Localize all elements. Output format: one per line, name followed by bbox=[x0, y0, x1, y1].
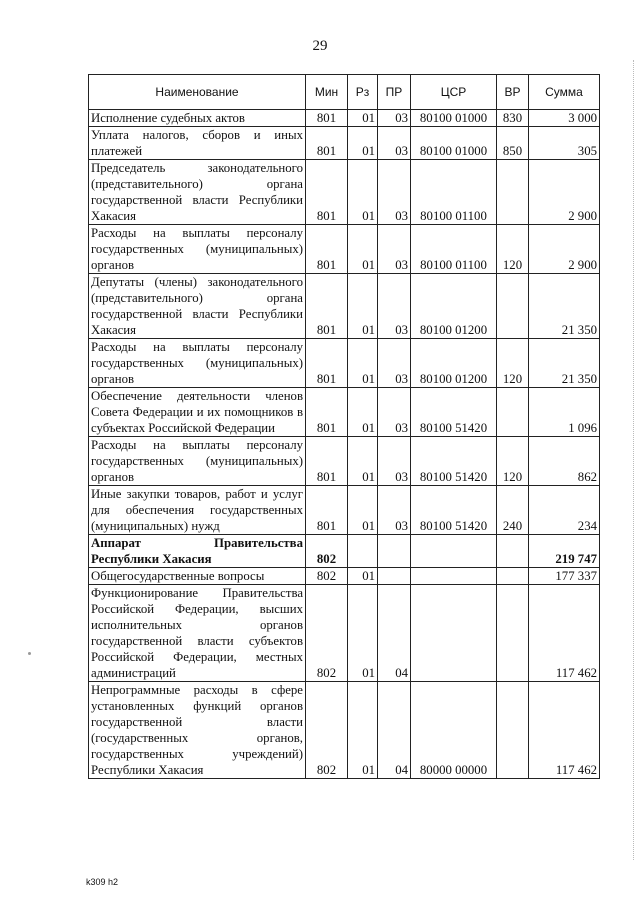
cell-rz: 01 bbox=[348, 160, 378, 225]
cell-csr: 80100 01100 bbox=[411, 160, 497, 225]
cell-vr bbox=[497, 568, 529, 585]
cell-pr bbox=[378, 535, 411, 568]
cell-sum: 3 000 bbox=[529, 110, 600, 127]
cell-pr: 03 bbox=[378, 486, 411, 535]
cell-pr bbox=[378, 568, 411, 585]
cell-vr: 120 bbox=[497, 339, 529, 388]
cell-vr: 120 bbox=[497, 225, 529, 274]
header-min: Мин bbox=[306, 75, 348, 110]
cell-sum: 305 bbox=[529, 127, 600, 160]
cell-vr bbox=[497, 388, 529, 437]
table-row bbox=[89, 225, 600, 274]
cell-rz: 01 bbox=[348, 568, 378, 585]
cell-rz: 01 bbox=[348, 339, 378, 388]
cell-rz: 01 bbox=[348, 486, 378, 535]
table-header-row bbox=[89, 75, 600, 110]
cell-sum: 219 747 bbox=[529, 535, 600, 568]
cell-csr: 80100 01200 bbox=[411, 339, 497, 388]
cell-vr bbox=[497, 160, 529, 225]
header-name: Наименование bbox=[89, 75, 306, 110]
table-row bbox=[89, 127, 600, 160]
cell-csr: 80100 51420 bbox=[411, 486, 497, 535]
cell-rz: 01 bbox=[348, 274, 378, 339]
cell-pr: 03 bbox=[378, 110, 411, 127]
cell-pr: 03 bbox=[378, 437, 411, 486]
cell-csr bbox=[411, 585, 497, 682]
cell-min: 802 bbox=[306, 585, 348, 682]
budget-table bbox=[88, 74, 600, 779]
cell-csr: 80100 01200 bbox=[411, 274, 497, 339]
cell-min: 801 bbox=[306, 437, 348, 486]
cell-csr: 80100 01100 bbox=[411, 225, 497, 274]
table-row bbox=[89, 682, 600, 779]
cell-pr: 03 bbox=[378, 160, 411, 225]
cell-sum: 862 bbox=[529, 437, 600, 486]
cell-min: 801 bbox=[306, 486, 348, 535]
cell-vr bbox=[497, 682, 529, 779]
cell-sum: 234 bbox=[529, 486, 600, 535]
cell-rz bbox=[348, 535, 378, 568]
cell-name: Общегосударственные вопросы bbox=[89, 568, 306, 585]
cell-sum: 2 900 bbox=[529, 160, 600, 225]
table-row bbox=[89, 585, 600, 682]
cell-sum: 21 350 bbox=[529, 274, 600, 339]
cell-csr: 80100 01000 bbox=[411, 127, 497, 160]
cell-name: Расходы на выплаты персоналу государственных (муниципальных) органов bbox=[89, 225, 306, 274]
cell-name: Непрограммные расходы в сфере установленных функций органов государственной власти (государственных органов, государственных учреждений) Республики Хакасия bbox=[89, 682, 306, 779]
cell-rz: 01 bbox=[348, 225, 378, 274]
cell-min: 801 bbox=[306, 225, 348, 274]
cell-vr: 240 bbox=[497, 486, 529, 535]
cell-name: Обеспечение деятельности членов Совета Федерации и их помощников в субъектах Российской Федерации bbox=[89, 388, 306, 437]
cell-csr: 80000 00000 bbox=[411, 682, 497, 779]
header-pr: ПР bbox=[378, 75, 411, 110]
cell-min: 802 bbox=[306, 682, 348, 779]
cell-min: 801 bbox=[306, 388, 348, 437]
header-sum: Сумма bbox=[529, 75, 600, 110]
cell-pr: 03 bbox=[378, 274, 411, 339]
cell-vr bbox=[497, 585, 529, 682]
cell-min: 801 bbox=[306, 110, 348, 127]
table-row bbox=[89, 486, 600, 535]
header-csr: ЦСР bbox=[411, 75, 497, 110]
cell-pr: 04 bbox=[378, 682, 411, 779]
cell-name: Уплата налогов, сборов и иных платежей bbox=[89, 127, 306, 160]
cell-sum: 21 350 bbox=[529, 339, 600, 388]
cell-min: 801 bbox=[306, 274, 348, 339]
cell-pr: 03 bbox=[378, 225, 411, 274]
table-row bbox=[89, 339, 600, 388]
cell-min: 801 bbox=[306, 339, 348, 388]
cell-sum: 2 900 bbox=[529, 225, 600, 274]
cell-pr: 03 bbox=[378, 339, 411, 388]
scan-mark bbox=[28, 652, 31, 655]
margin-scan-dots bbox=[631, 60, 634, 860]
cell-csr: 80100 01000 bbox=[411, 110, 497, 127]
cell-vr: 850 bbox=[497, 127, 529, 160]
cell-rz: 01 bbox=[348, 388, 378, 437]
cell-rz: 01 bbox=[348, 682, 378, 779]
cell-rz: 01 bbox=[348, 585, 378, 682]
cell-vr bbox=[497, 535, 529, 568]
cell-min: 801 bbox=[306, 160, 348, 225]
cell-min: 801 bbox=[306, 127, 348, 160]
cell-name: Председатель законодательного (представительного) органа государственной власти Республики Хакасия bbox=[89, 160, 306, 225]
cell-rz: 01 bbox=[348, 127, 378, 160]
table-row bbox=[89, 568, 600, 585]
cell-rz: 01 bbox=[348, 437, 378, 486]
cell-name: Аппарат Правительства Республики Хакасия bbox=[89, 535, 306, 568]
cell-min: 802 bbox=[306, 535, 348, 568]
cell-name: Расходы на выплаты персоналу государственных (муниципальных) органов bbox=[89, 437, 306, 486]
cell-name: Исполнение судебных актов bbox=[89, 110, 306, 127]
header-rz: Рз bbox=[348, 75, 378, 110]
cell-pr: 04 bbox=[378, 585, 411, 682]
cell-sum: 117 462 bbox=[529, 585, 600, 682]
cell-sum: 177 337 bbox=[529, 568, 600, 585]
cell-csr bbox=[411, 535, 497, 568]
cell-csr: 80100 51420 bbox=[411, 388, 497, 437]
table-row bbox=[89, 274, 600, 339]
cell-sum: 117 462 bbox=[529, 682, 600, 779]
table-row bbox=[89, 437, 600, 486]
cell-csr bbox=[411, 568, 497, 585]
cell-pr: 03 bbox=[378, 127, 411, 160]
cell-sum: 1 096 bbox=[529, 388, 600, 437]
header-vr: ВР bbox=[497, 75, 529, 110]
cell-rz: 01 bbox=[348, 110, 378, 127]
table-row bbox=[89, 388, 600, 437]
cell-vr: 830 bbox=[497, 110, 529, 127]
cell-csr: 80100 51420 bbox=[411, 437, 497, 486]
page-number: 29 bbox=[312, 38, 328, 54]
table-row bbox=[89, 535, 600, 568]
footer-code: k309 h2 bbox=[86, 877, 119, 887]
table-row bbox=[89, 160, 600, 225]
cell-name: Депутаты (члены) законодательного (представительного) органа государственной власти Республики Хакасия bbox=[89, 274, 306, 339]
cell-min: 802 bbox=[306, 568, 348, 585]
cell-vr bbox=[497, 274, 529, 339]
cell-name: Расходы на выплаты персоналу государственных (муниципальных) органов bbox=[89, 339, 306, 388]
cell-vr: 120 bbox=[497, 437, 529, 486]
cell-pr: 03 bbox=[378, 388, 411, 437]
table-row bbox=[89, 110, 600, 127]
cell-name: Иные закупки товаров, работ и услуг для обеспечения государственных (муниципальных) нужд bbox=[89, 486, 306, 535]
cell-name: Функционирование Правительства Российской Федерации, высших исполнительных органов государственной власти субъектов Российской Федерации, местных администраций bbox=[89, 585, 306, 682]
